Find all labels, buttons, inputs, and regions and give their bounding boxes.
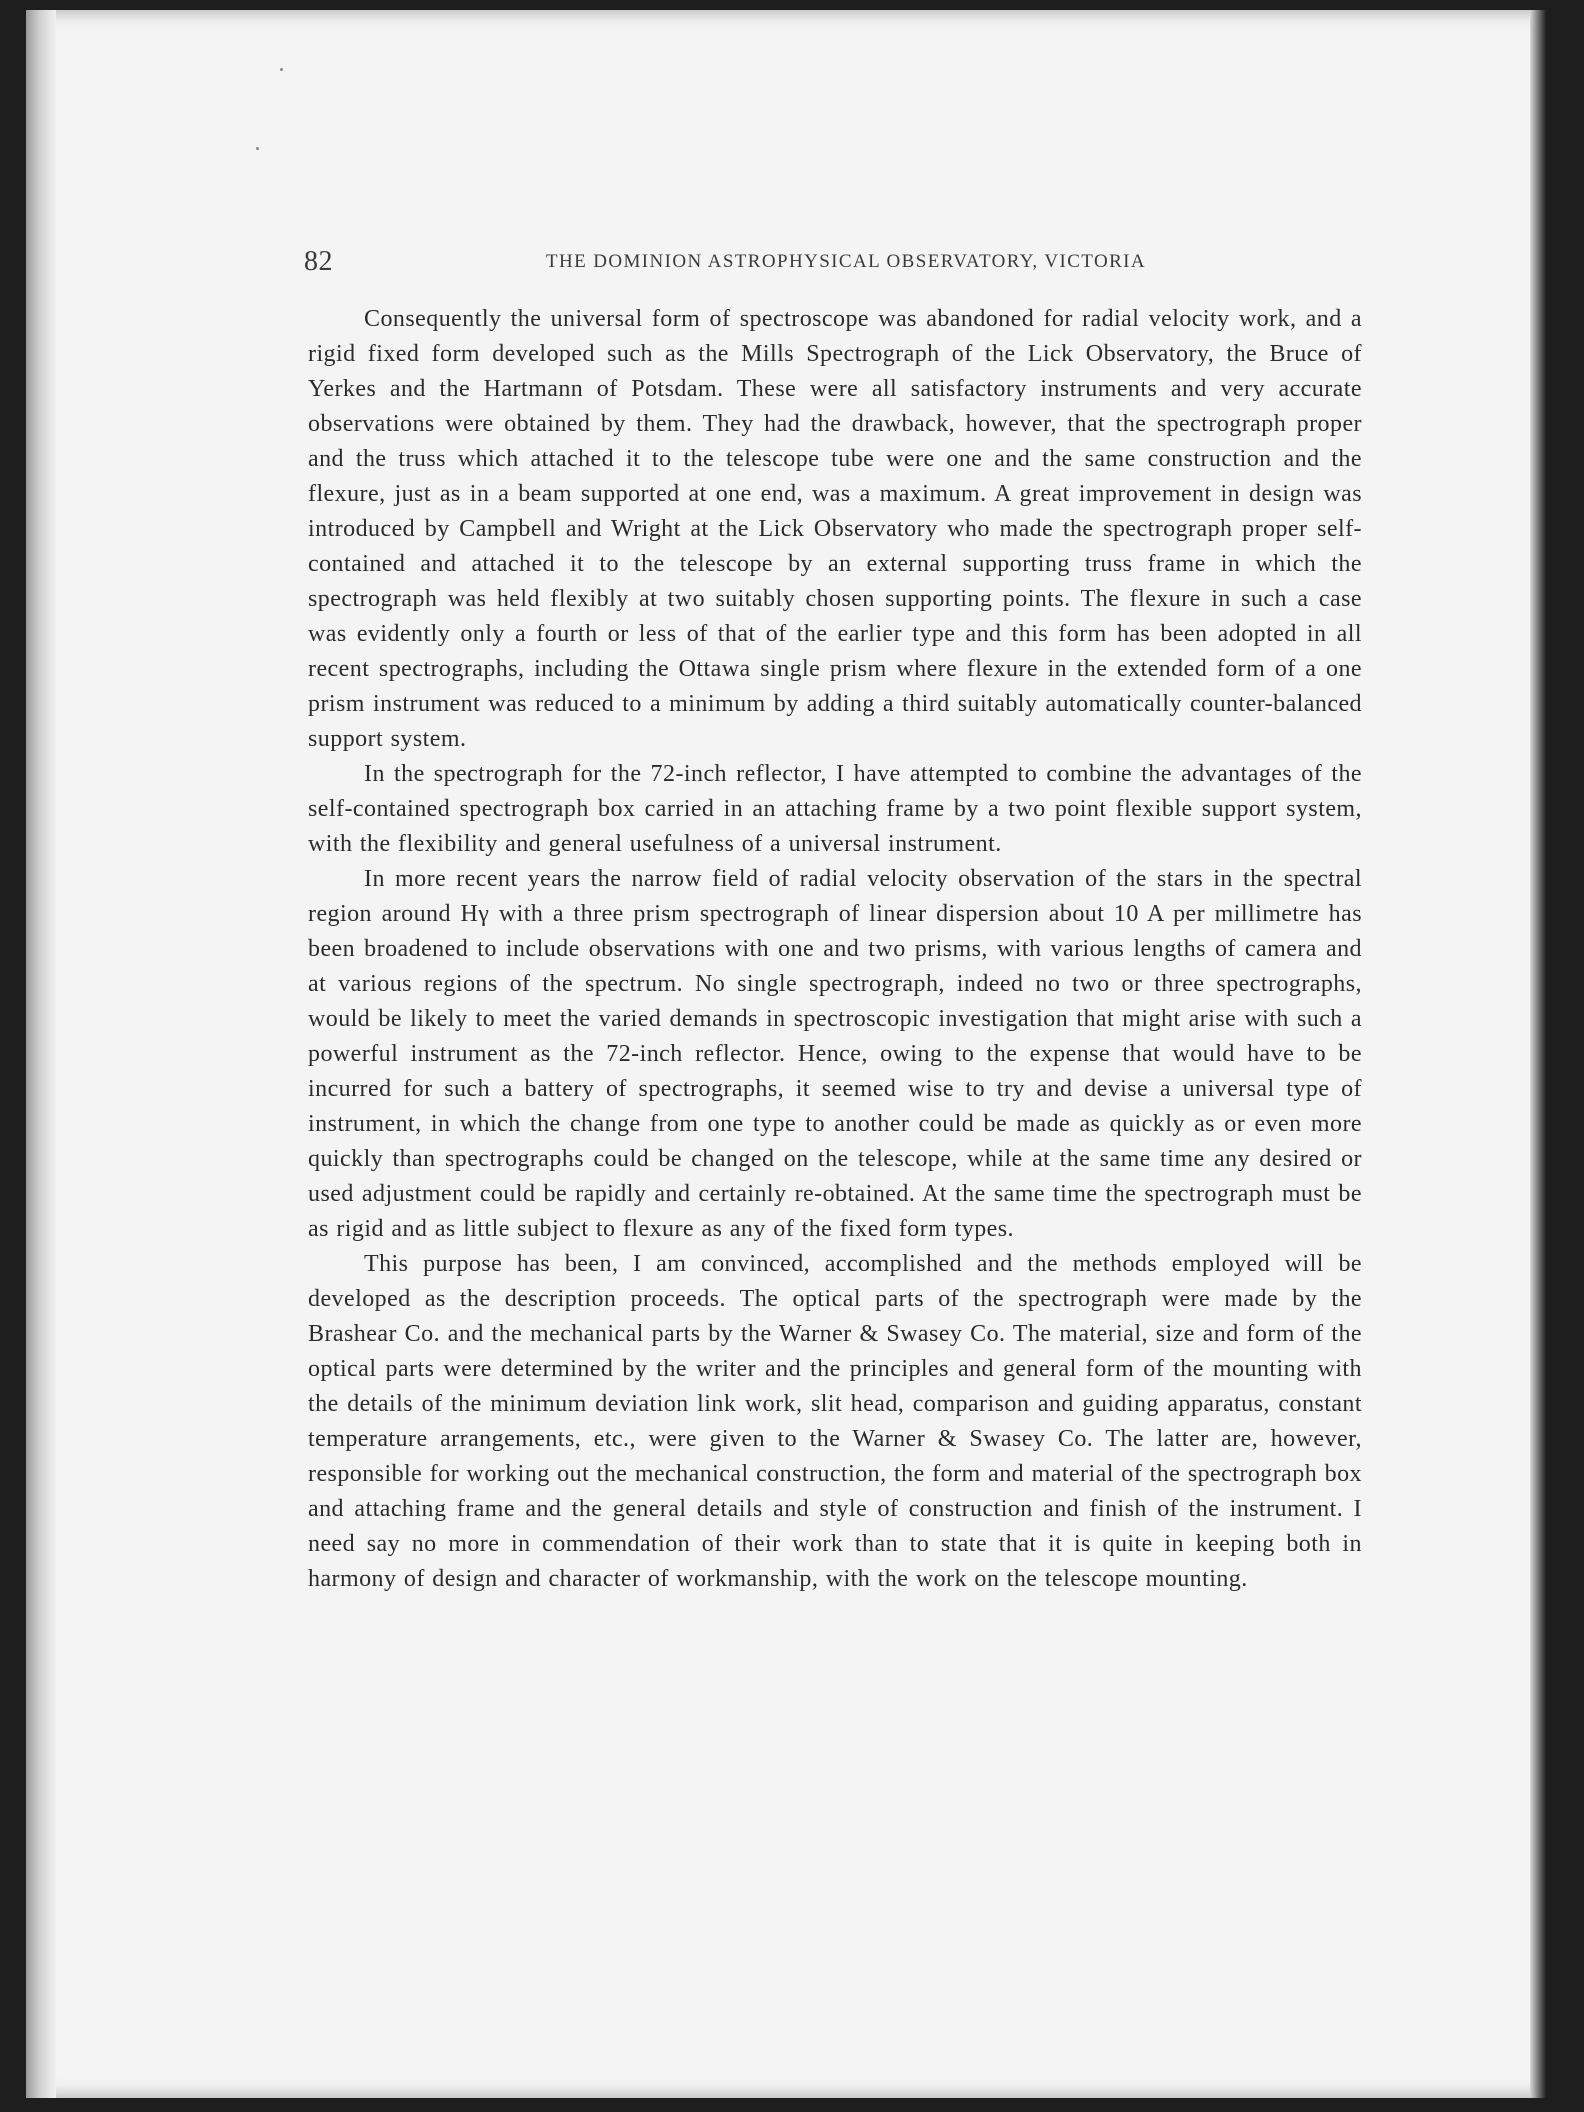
paragraph: Consequently the universal form of spectroscope was abandoned for radial velocity work, and a rigid fixed form developed such as the Mills Spectrograph of the Lick Observatory, the Bruce of Yerkes and the Hartmann of Potsdam. These were all satisfactory instruments and very accurate observations were obtained by them. They had the drawback, however, that the spectrograph proper and the truss which attached it to the telescope tube were one and the same construction and the flexure, just as in a beam supported at one end, was a maximum. A great improvement in design was introduced by Campbell and Wright at the Lick Observatory who made the spectrograph proper self-contained and attached it to the telescope by an external supporting truss frame in which the spectrograph was held flexibly at two suitably chosen supporting points. The flexure in such a case was evidently only a fourth or less of that of the earlier type and this form has been adopted in all recent spectrographs, including the Ottawa single prism where flexure in the extended form of a one prism instrument was reduced to a minimum by adding a third suitably automatically counter-balanced support system.	[308, 306, 1362, 752]
paragraph: In the spectrograph for the 72-inch reflector, I have attempted to combine the advantages of the self-contained spectrograph box carried in an attaching frame by a two point flexible support system, with the flexibility and general usefulness of a universal instrument.	[308, 761, 1362, 857]
paragraph: This purpose has been, I am convinced, accomplished and the methods employed will be developed as the description proceeds. The optical parts of the spectrograph were made by the Brashear Co. and the mechanical parts by the Warner & Swasey Co. The material, size and form of the optical parts were determined by the writer and the principles and general form of the mounting with the details of the minimum deviation link work, slit head, comparison and guiding apparatus, constant temperature arrangements, etc., were given to the Warner & Swasey Co. The latter are, however, responsible for working out the mechanical construction, the form and material of the spectrograph box and attaching frame and the general details and style of construction and finish of the instrument. I need say no more in commendation of their work than to state that it is quite in keeping both in harmony of design and character of workmanship, with the work on the telescope mounting.	[308, 1251, 1362, 1592]
running-title: THE DOMINION ASTROPHYSICAL OBSERVATORY, VICTORIA	[545, 251, 1147, 272]
paper-speck	[256, 147, 259, 150]
paper-speck	[280, 68, 283, 71]
page-binding-shadow	[26, 10, 56, 2098]
body-text	[308, 302, 1362, 1597]
page-number: 82	[304, 246, 333, 277]
page-right-edge	[1530, 10, 1546, 2098]
running-head	[304, 246, 1388, 276]
paragraph: In more recent years the narrow field of radial velocity observation of the stars in the spectral region around Hγ with a three prism spectrograph of linear dispersion about 10 A per millimetre has been broadened to include observations with one and two prisms, with various lengths of camera and at various regions of the spectrum. No single spectrograph, indeed no two or three spectrographs, would be likely to meet the varied demands in spectroscopic investigation that might arise with such a powerful instrument as the 72-inch reflector. Hence, owing to the expense that would have to be incurred for such a battery of spectrographs, it seemed wise to try and devise a universal type of instrument, in which the change from one type to another could be made as quickly as or even more quickly than spectrographs could be changed on the telescope, while at the same time any desired or used adjustment could be rapidly and certainly re-obtained. At the same time the spectrograph must be as rigid and as little subject to flexure as any of the fixed form types.	[308, 866, 1362, 1242]
